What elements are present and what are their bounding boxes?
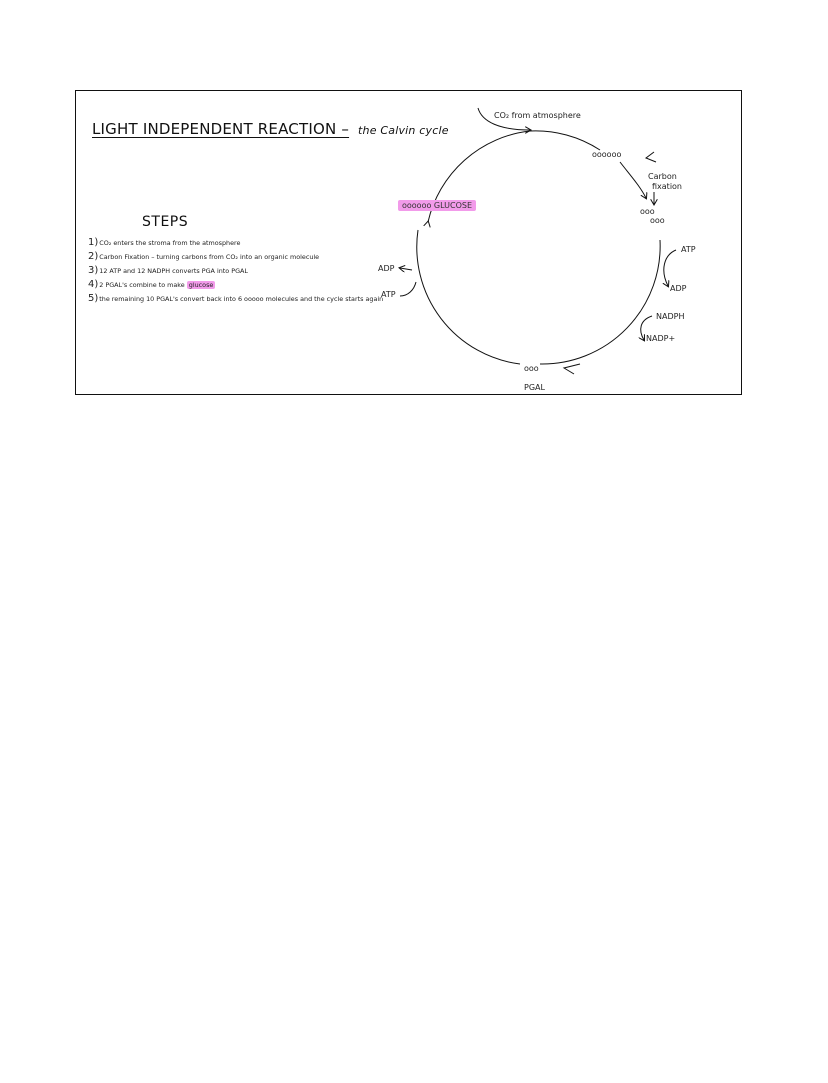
three-carbon-bottom-label: ooo [650,216,665,225]
atp-left-label: ATP [381,290,396,299]
carbon-fixation-label-2: fixation [652,182,682,191]
title-main: LIGHT INDEPENDENT REACTION – [92,120,350,138]
three-carbon-top-label: ooo [640,207,655,216]
diagram-title [92,120,449,138]
step-item: 2)Carbon Fixation – turning carbons from CO₂ into an organic molecule [88,251,320,262]
glucose-label: oooooo GLUCOSE [398,200,476,211]
nadp-label: NADP+ [646,334,676,343]
step-item: 4)2 PGAL's combine to make glucose [88,279,214,290]
atp-right-label: ATP [681,245,696,254]
steps-heading: STEPS [142,214,189,230]
pgal-label: PGAL [524,383,545,392]
carbon-fixation-label-1: Carbon [648,172,677,181]
title-subtitle: the Calvin cycle [358,124,449,137]
glucose-highlight: glucose [188,281,214,289]
adp-left-label: ADP [378,264,395,273]
nadph-label: NADPH [656,312,685,321]
pgal-molecule-label: ooo [524,364,539,373]
step-item: 5)the remaining 10 PGAL's convert back into 6 ooooo molecules and the cycle starts again [88,293,384,304]
step-item: 1)CO₂ enters the stroma from the atmosphere [88,237,241,248]
adp-right-label: ADP [670,284,687,293]
steps-list [88,236,383,306]
six-carbon-label: oooooo [592,150,622,159]
co2-label: CO₂ from atmosphere [494,111,581,120]
step-item: 3)12 ATP and 12 NADPH converts PGA into PGAL [88,265,248,276]
